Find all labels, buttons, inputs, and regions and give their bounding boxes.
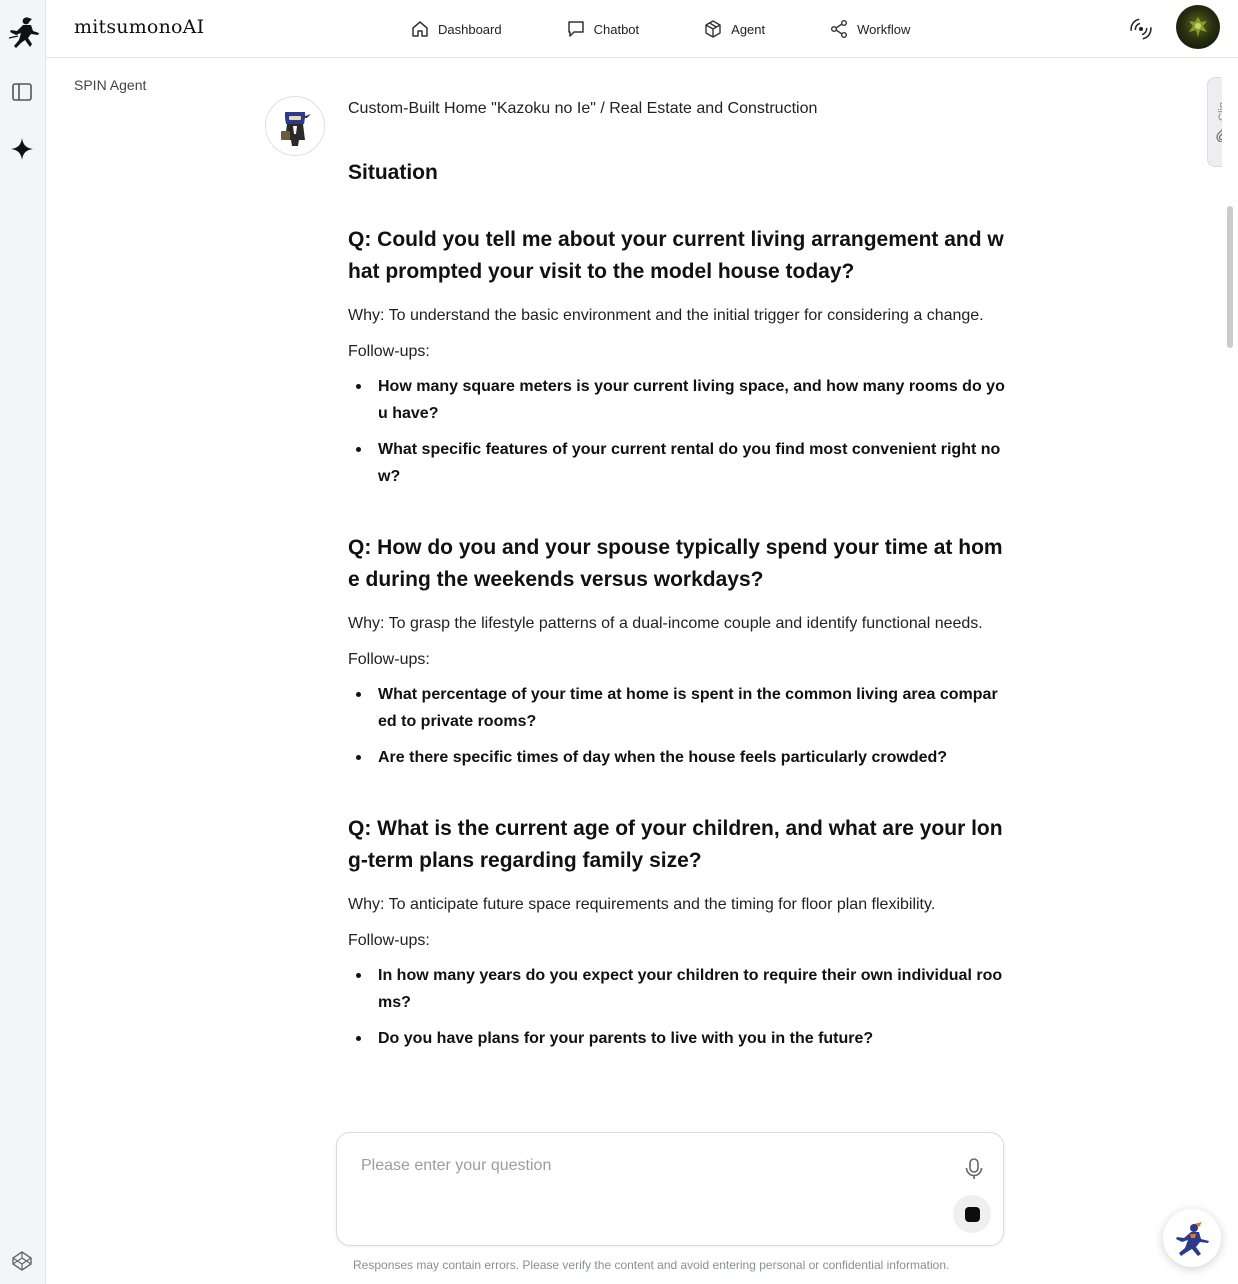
nav-agent[interactable] — [703, 19, 765, 39]
question-title: Q: What is the current age of your children, and what are your long-term plans regarding family size? — [348, 817, 1003, 872]
question-title: Q: Could you tell me about your current living arrangement and what prompted your visit to the model house today? — [348, 228, 1004, 283]
followups-label: Follow-ups: — [348, 932, 430, 949]
followups-list — [348, 681, 1006, 771]
agent-message — [348, 98, 1006, 1061]
assistant-fab-button[interactable] — [1163, 1209, 1221, 1267]
ninja-mascot-icon — [1172, 1218, 1212, 1258]
stop-generation-button[interactable] — [953, 1195, 991, 1233]
nav-dashboard[interactable] — [410, 19, 502, 39]
nav-agent-label: Agent — [731, 21, 766, 37]
question-why: Why: To grasp the lifestyle patterns of a dual-income couple and identify functional needs. — [348, 615, 983, 632]
main-nav — [410, 0, 910, 58]
followup-item: What percentage of your time at home is spent in the common living area compared to private rooms? — [348, 681, 1006, 735]
agent-avatar — [265, 96, 325, 156]
top-header — [46, 0, 1238, 58]
followups-list — [348, 373, 1006, 490]
followup-item: In how many years do you expect your children to require their own individual rooms? — [348, 962, 1006, 1016]
nav-workflow[interactable] — [829, 19, 910, 39]
share-nodes-icon — [829, 19, 849, 39]
cube-icon — [703, 19, 723, 39]
scrollbar-thumb[interactable] — [1227, 206, 1233, 348]
codepen-icon[interactable] — [9, 1248, 35, 1274]
followup-item: Are there specific times of day when the house feels particularly crowded? — [348, 744, 1006, 771]
section-title: Situation — [348, 161, 438, 184]
question-title: Q: How do you and your spouse typically spend your time at home during the weekends versus workdays? — [348, 536, 1003, 591]
chat-bubble-icon — [566, 19, 586, 39]
followups-list — [348, 962, 1006, 1052]
breadcrumb: SPIN Agent — [74, 77, 147, 93]
chat-composer — [336, 1132, 1004, 1246]
nav-dashboard-label: Dashboard — [438, 21, 502, 37]
nav-workflow-label: Workflow — [857, 21, 911, 37]
microphone-icon[interactable] — [963, 1157, 985, 1181]
ninja-logo-icon[interactable] — [6, 14, 40, 50]
question-why: Why: To understand the basic environment and the initial trigger for considering a change. — [348, 307, 984, 324]
sparkle-icon[interactable] — [9, 136, 35, 162]
followups-label: Follow-ups: — [348, 343, 430, 360]
followup-item: Do you have plans for your parents to live with you in the future? — [348, 1025, 1006, 1052]
message-intro: Custom-Built Home "Kazoku no Ie" / Real Estate and Construction — [348, 100, 818, 117]
nav-chatbot-label: Chatbot — [593, 21, 640, 37]
followups-label: Follow-ups: — [348, 651, 430, 668]
followup-item: How many square meters is your current living space, and how many rooms do you have? — [348, 373, 1006, 427]
question-why: Why: To anticipate future space requirements and the timing for floor plan flexibility. — [348, 896, 936, 913]
user-avatar[interactable] — [1176, 5, 1220, 49]
nav-chatbot[interactable] — [566, 19, 640, 39]
broadcast-icon[interactable] — [1128, 16, 1154, 42]
chat-scrollbar[interactable] — [1222, 58, 1238, 1124]
question-input[interactable] — [361, 1155, 921, 1177]
left-rail — [0, 0, 46, 1284]
followup-item: What specific features of your current rental do you find most convenient right now? — [348, 436, 1006, 490]
home-icon — [410, 19, 430, 39]
disclaimer-text: Responses may contain errors. Please verify the content and avoid entering personal or confidential information. — [353, 1258, 950, 1272]
stop-icon — [965, 1207, 980, 1222]
toggle-sidebar-icon[interactable] — [9, 79, 35, 105]
brand-name: mitsumonoAI — [74, 16, 205, 38]
